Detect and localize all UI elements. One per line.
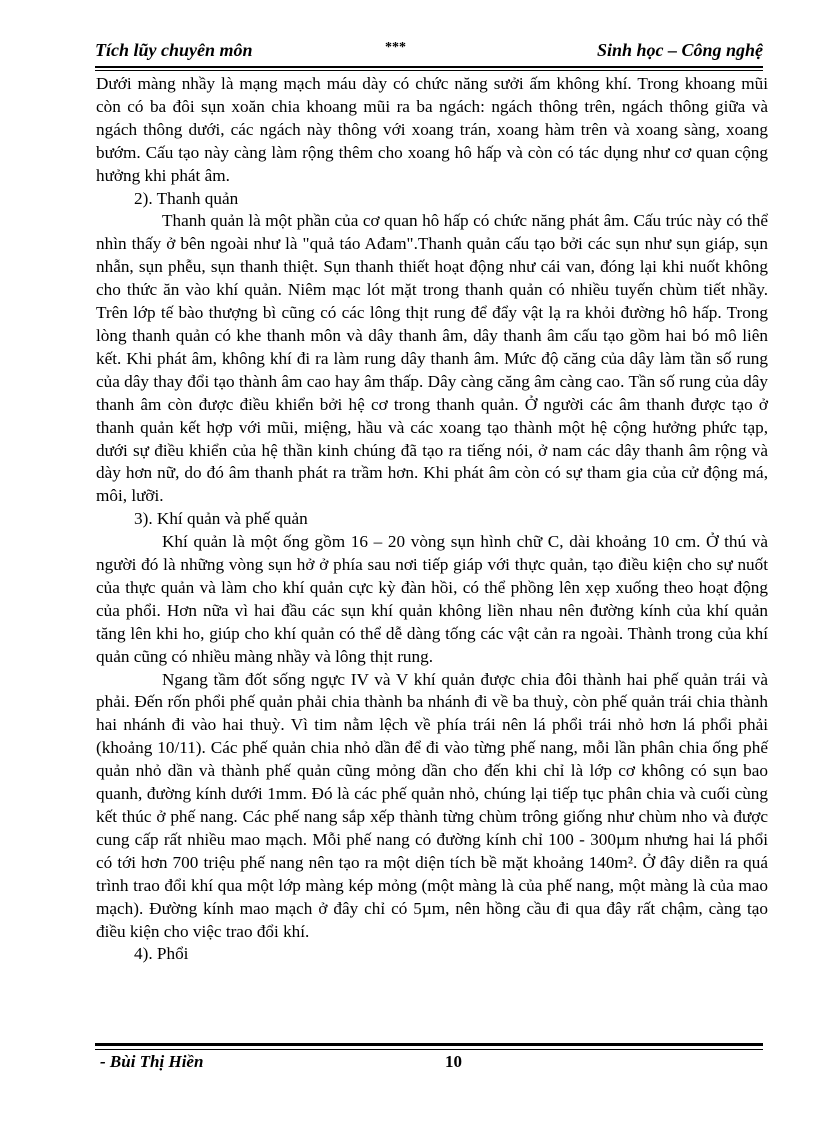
header-left-title: Tích lũy chuyên môn (95, 40, 253, 60)
page-footer (100, 1052, 760, 1076)
paragraph: Thanh quản là một phần của cơ quan hô hấp có chức năng phát âm. Cấu trúc này có thể nhìn thấy ở bên ngoài như là "quả táo Ađam".Thanh quản cấu tạo bởi các sụn như sụn giáp, sụn nhẫn, sụn phễu, sụn thanh thiệt. Sụn thanh thiết hoạt động như cái van, đóng lại khi nuốt không cho thức ăn vào khí quản. Niêm mạc lót mặt trong thanh quản có nhiều tuyến chùm tiết nhầy. Trên lớp tế bào thượng bì cũng có các lông thịt rung để đẩy vật lạ ra khỏi đường hô hấp. Trong lòng thanh quản có khe thanh môn và dây thanh âm, dây thanh âm cấu tạo gồm hai bó mô liên kết. Khi phát âm, không khí đi ra làm rung dây thanh âm. Mức độ căng của dây làm tần số rung của dây thay đổi tạo thành âm cao hay âm thấp. Dây càng căng âm càng cao. Tần số rung của dây thanh âm còn được điều khiển bởi hệ cơ trong thanh quản. Ở người các âm thanh được tạo ở thanh quản kết hợp với mũi, miệng, hầu và các xoang tạo thành một hệ cộng hưởng phức tạp, dưới sự điều khiển của hệ thần kinh chúng đã tạo ra tiếng nói, ở nam các dây thanh âm rộng và dày hơn nữ, do đó âm thanh phát ra trầm hơn. Khi phát âm còn có sự tham gia của cử động má, môi, lưỡi. (96, 211, 768, 506)
header-rule (95, 66, 763, 71)
section-heading: 3). Khí quản và phế quản (134, 509, 308, 529)
section-heading: 2). Thanh quản (134, 188, 239, 208)
page-number: 10 (445, 1052, 462, 1071)
paragraph: Ngang tầm đốt sống ngực IV và V khí quản được chia đôi thành hai phế quản trái và phải. Đến rốn phổi phế quản phải chia thành ba nhánh đi về ba thuỳ, còn phế quản trái chia thành hai nhánh đi vào hai thuỳ. Vì tim nằm lệch về phía trái nên lá phổi trái nhỏ hơn lá phổi phải (khoảng 10/11). Các phế quản chia nhỏ dần để đi vào từng phế nang, mỗi lần phân chia ống phế quản nhỏ dần và thành phế quản cũng mỏng dần cho đến khi chỉ là lớp cơ không có sụn bao quanh, đường kính dưới 1mm. Đó là các phế quản nhỏ, chúng lại tiếp tục phân chia và cuối cùng kết thúc ở phế nang. Các phế nang sắp xếp thành từng chùm trông giống như chùm nho và được cung cấp rất nhiều mao mạch. Mỗi phế nang có đường kính chỉ 100 - 300µm nhưng hai lá phổi có tới hơn 700 triệu phế nang nên tạo ra một diện tích bề mặt khoảng 140m². Ở đây diễn ra quá trình trao đổi khí qua một lớp màng kép mỏng (một màng là của phế nang, một màng là của mao mạch). Đường kính mao mạch ở đây chỉ có 5µm, nên hồng cầu đi qua đây rất chậm, càng tạo điều kiện cho việc trao đổi khí. (96, 669, 768, 941)
paragraph: Khí quản là một ống gồm 16 – 20 vòng sụn hình chữ C, dài khoảng 10 cm. Ở thú và người đó là những vòng sụn hở ở phía sau nơi tiếp giáp với thực quản, tạo điều kiện cho sự nuốt của thực quản và làm cho khí quản cực kỳ đàn hồi, có thể phồng lên xẹp xuống theo hoạt động của phổi. Hơn nữa vì hai đầu các sụn khí quản không liền nhau nên đường kính của khí quản tăng lên khi ho, giúp cho khí quản có thể dễ dàng tống các vật cản ra ngoài. Thành trong của khí quản cũng có nhiều màng nhầy và lông thịt rung. (96, 532, 768, 666)
section-heading: 4). Phổi (134, 944, 189, 964)
footer-author: - Bùi Thị Hiền (100, 1052, 204, 1071)
page-header (95, 40, 763, 64)
header-separator: *** (385, 40, 406, 55)
document-body (96, 73, 768, 966)
paragraph: Dưới màng nhầy là mạng mạch máu dày có chức năng sưởi ấm không khí. Trong khoang mũi còn có ba đôi sụn xoăn chia khoang mũi ra ba ngách: ngách thông trên, ngách thông giữa và ngách thông dưới, các ngách này thông với xoang trán, xoang hàm trên và xoang sàng, xoang bướm. Cấu tạo này càng làm rộng thêm cho xoang hô hấp và còn có tác dụng như cơ quan cộng hưởng khi phát âm. (96, 74, 768, 185)
footer-rule (95, 1043, 763, 1050)
header-right-title: Sinh học – Công nghệ (596, 40, 763, 60)
